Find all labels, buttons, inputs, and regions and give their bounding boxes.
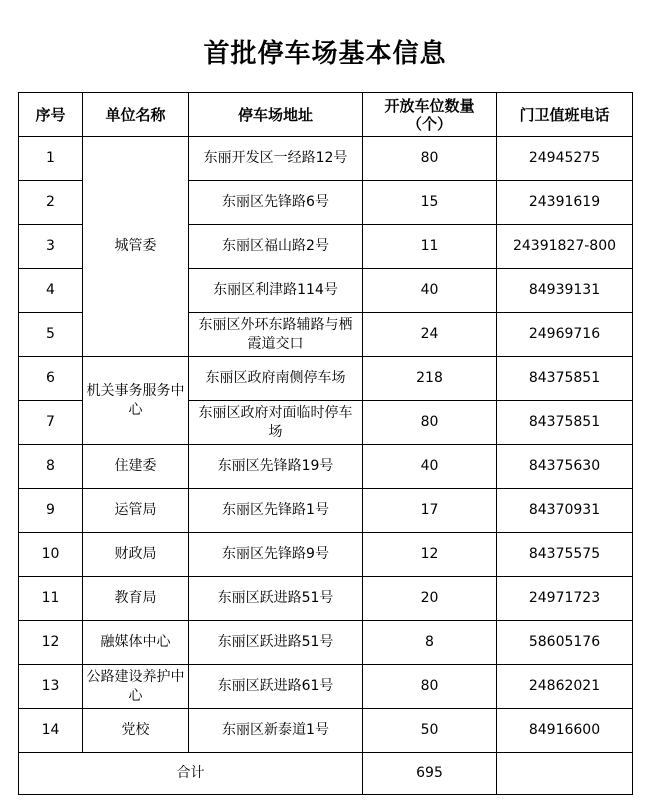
total-row [19,753,633,795]
address-cell: 东丽区利津路114号 [189,269,363,313]
seq-cell: 13 [19,665,83,709]
address-cell: 东丽区先锋路9号 [189,533,363,577]
address-cell: 东丽区新泰道1号 [189,709,363,753]
seq-cell: 7 [19,401,83,445]
table-row [19,665,633,709]
unit-cell: 财政局 [83,533,189,577]
phone-cell: 84916600 [497,709,633,753]
address-cell: 东丽区外环东路辅路与栖霞道交口 [189,313,363,357]
page-title: 首批停车场基本信息 [203,39,447,69]
address-cell: 东丽开发区一经路12号 [189,137,363,181]
spaces-cell: 40 [363,269,497,313]
address-cell: 东丽区政府对面临时停车场 [189,401,363,445]
spaces-cell: 12 [363,533,497,577]
table-row [19,577,633,621]
seq-cell: 4 [19,269,83,313]
unit-cell: 教育局 [83,577,189,621]
seq-cell: 9 [19,489,83,533]
seq-cell: 2 [19,181,83,225]
spaces-cell: 20 [363,577,497,621]
spaces-cell: 218 [363,357,497,401]
seq-cell: 10 [19,533,83,577]
table-row [19,709,633,753]
phone-cell: 24391619 [497,181,633,225]
address-cell: 东丽区政府南侧停车场 [189,357,363,401]
phone-cell: 24391827-800 [497,225,633,269]
table-row [19,533,633,577]
spaces-cell: 17 [363,489,497,533]
table-row [19,445,633,489]
seq-cell: 6 [19,357,83,401]
seq-cell: 11 [19,577,83,621]
table-header-row [19,93,633,137]
phone-cell: 84939131 [497,269,633,313]
unit-cell: 城管委 [83,137,189,357]
total-phone [497,753,633,795]
seq-cell: 1 [19,137,83,181]
phone-cell: 24945275 [497,137,633,181]
spaces-cell: 15 [363,181,497,225]
unit-cell: 公路建设养护中心 [83,665,189,709]
spaces-cell: 8 [363,621,497,665]
phone-cell: 24971723 [497,577,633,621]
header-unit: 单位名称 [83,93,189,137]
header-address: 停车场地址 [189,93,363,137]
address-cell: 东丽区先锋路1号 [189,489,363,533]
total-label: 合计 [19,753,363,795]
spaces-cell: 80 [363,665,497,709]
phone-cell: 58605176 [497,621,633,665]
seq-cell: 8 [19,445,83,489]
seq-cell: 12 [19,621,83,665]
parking-info-table [18,92,633,795]
address-cell: 东丽区先锋路19号 [189,445,363,489]
spaces-cell: 24 [363,313,497,357]
unit-cell: 机关事务服务中心 [83,357,189,445]
total-spaces: 695 [363,753,497,795]
seq-cell: 14 [19,709,83,753]
seq-cell: 5 [19,313,83,357]
unit-cell: 住建委 [83,445,189,489]
address-cell: 东丽区先锋路6号 [189,181,363,225]
unit-cell: 融媒体中心 [83,621,189,665]
phone-cell: 84375630 [497,445,633,489]
address-cell: 东丽区跃进路51号 [189,577,363,621]
header-seq: 序号 [19,93,83,137]
spaces-cell: 80 [363,401,497,445]
spaces-cell: 40 [363,445,497,489]
table-row [19,489,633,533]
table-body [19,137,633,795]
header-phone: 门卫值班电话 [497,93,633,137]
unit-cell: 运管局 [83,489,189,533]
phone-cell: 84370931 [497,489,633,533]
phone-cell: 84375851 [497,401,633,445]
phone-cell: 84375851 [497,357,633,401]
spaces-cell: 50 [363,709,497,753]
spaces-cell: 11 [363,225,497,269]
seq-cell: 3 [19,225,83,269]
header-spaces: 开放车位数量（个） [363,93,497,137]
unit-cell: 党校 [83,709,189,753]
address-cell: 东丽区福山路2号 [189,225,363,269]
phone-cell: 24862021 [497,665,633,709]
table-row [19,357,633,401]
table-row [19,137,633,181]
address-cell: 东丽区跃进路61号 [189,665,363,709]
spaces-cell: 80 [363,137,497,181]
address-cell: 东丽区跃进路51号 [189,621,363,665]
phone-cell: 24969716 [497,313,633,357]
table-row [19,621,633,665]
phone-cell: 84375575 [497,533,633,577]
